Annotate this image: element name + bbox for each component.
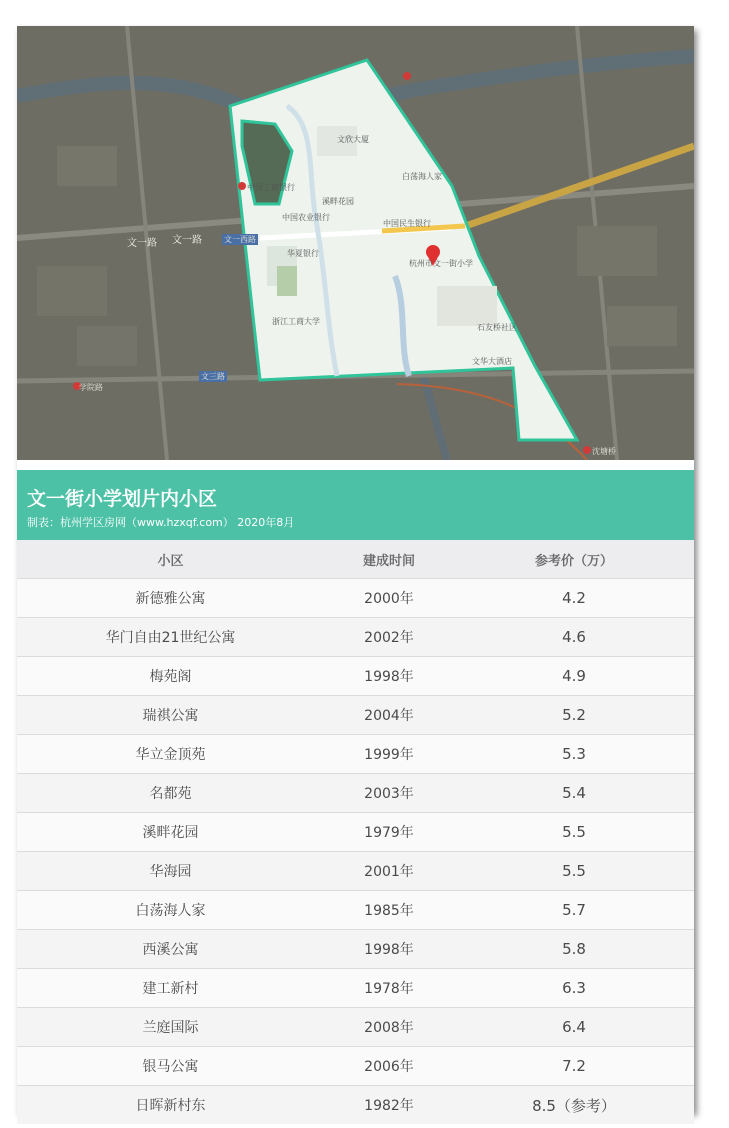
built-year: 2004年 <box>324 696 454 735</box>
reference-price: 5.5 <box>454 852 694 891</box>
map-label-agricultural-bank: 中国农业银行 <box>282 213 330 222</box>
column-header-price: 参考价（万） <box>454 540 694 579</box>
reference-price: 5.3 <box>454 735 694 774</box>
built-year: 1979年 <box>324 813 454 852</box>
table-row <box>17 657 694 696</box>
map-label-gongshang: 浙江工商大学 <box>272 317 320 326</box>
community-name: 名都苑 <box>17 774 324 813</box>
table-header-row <box>17 540 694 579</box>
community-name: 华海园 <box>17 852 324 891</box>
reference-price: 4.6 <box>454 618 694 657</box>
map-canvas <box>17 26 694 460</box>
built-year: 2008年 <box>324 1008 454 1047</box>
table-row <box>17 969 694 1008</box>
map-label-wenxin: 文欣大厦 <box>337 135 369 144</box>
community-name: 华立金顶苑 <box>17 735 324 774</box>
built-year: 2001年 <box>324 852 454 891</box>
page-title: 文一街小学划片内小区 <box>27 488 218 510</box>
built-year: 2002年 <box>324 618 454 657</box>
built-year: 1978年 <box>324 969 454 1008</box>
community-price-table <box>17 540 694 1124</box>
community-name: 白荡海人家 <box>17 891 324 930</box>
map-label-baidang: 白荡海人家 <box>402 172 442 181</box>
road-label-xueyuan: 学院路 <box>79 383 103 392</box>
road-sign-wenyi: 文一西路 <box>224 235 256 244</box>
road-label-wenyi-2: 文一路 <box>172 235 202 246</box>
reference-price: 8.5（参考） <box>454 1086 694 1125</box>
community-name: 新德雅公寓 <box>17 579 324 618</box>
table-row <box>17 774 694 813</box>
map-label-icbc: 中国工商银行 <box>247 183 295 192</box>
community-name: 西溪公寓 <box>17 930 324 969</box>
community-name: 华门自由21世纪公寓 <box>17 618 324 657</box>
community-name: 日晖新村东 <box>17 1086 324 1125</box>
table-row <box>17 579 694 618</box>
built-year: 1982年 <box>324 1086 454 1125</box>
table-row <box>17 1047 694 1086</box>
reference-price: 5.8 <box>454 930 694 969</box>
table-row <box>17 1086 694 1125</box>
road-sign-wenyi-south: 文三路 <box>201 372 225 381</box>
column-header-community: 小区 <box>17 540 324 579</box>
table-row <box>17 696 694 735</box>
reference-price: 5.4 <box>454 774 694 813</box>
map-label-hx-bank: 华夏银行 <box>287 249 319 258</box>
built-year: 2000年 <box>324 579 454 618</box>
community-name: 梅苑阁 <box>17 657 324 696</box>
map-label-shiyou: 石友桥社区 <box>477 323 517 332</box>
community-name: 建工新村 <box>17 969 324 1008</box>
map-label-school: 杭州市文一街小学 <box>409 259 473 268</box>
community-name: 溪畔花园 <box>17 813 324 852</box>
reference-price: 4.2 <box>454 579 694 618</box>
table-row <box>17 813 694 852</box>
map-label-shentang: 沈塘桥 <box>592 447 616 456</box>
map-label-minsheng: 中国民生银行 <box>383 219 431 228</box>
built-year: 1998年 <box>324 930 454 969</box>
map-label-wenhua: 文华大酒店 <box>472 357 512 366</box>
road-label-wenyi: 文一路 <box>127 238 157 249</box>
table-row <box>17 618 694 657</box>
reference-price: 5.5 <box>454 813 694 852</box>
built-year: 1998年 <box>324 657 454 696</box>
reference-price: 6.4 <box>454 1008 694 1047</box>
page-subtitle: 制表：杭州学区房网（www.hzxqf.com） 2020年8月 <box>27 516 295 529</box>
table-row <box>17 735 694 774</box>
reference-price: 7.2 <box>454 1047 694 1086</box>
table-row <box>17 1008 694 1047</box>
table-row <box>17 891 694 930</box>
community-name: 银马公寓 <box>17 1047 324 1086</box>
built-year: 2003年 <box>324 774 454 813</box>
card <box>17 26 694 1115</box>
reference-price: 4.9 <box>454 657 694 696</box>
column-header-built-year: 建成时间 <box>324 540 454 579</box>
reference-price: 6.3 <box>454 969 694 1008</box>
reference-price: 5.2 <box>454 696 694 735</box>
reference-price: 5.7 <box>454 891 694 930</box>
school-district-map[interactable] <box>17 26 694 460</box>
map-label-xipan: 溪畔花园 <box>322 197 354 206</box>
table-row <box>17 852 694 891</box>
built-year: 1999年 <box>324 735 454 774</box>
community-name: 瑞祺公寓 <box>17 696 324 735</box>
community-name: 兰庭国际 <box>17 1008 324 1047</box>
table-row <box>17 930 694 969</box>
metro-icon <box>238 182 246 190</box>
built-year: 1985年 <box>324 891 454 930</box>
built-year: 2006年 <box>324 1047 454 1086</box>
table-header-banner <box>17 470 694 540</box>
